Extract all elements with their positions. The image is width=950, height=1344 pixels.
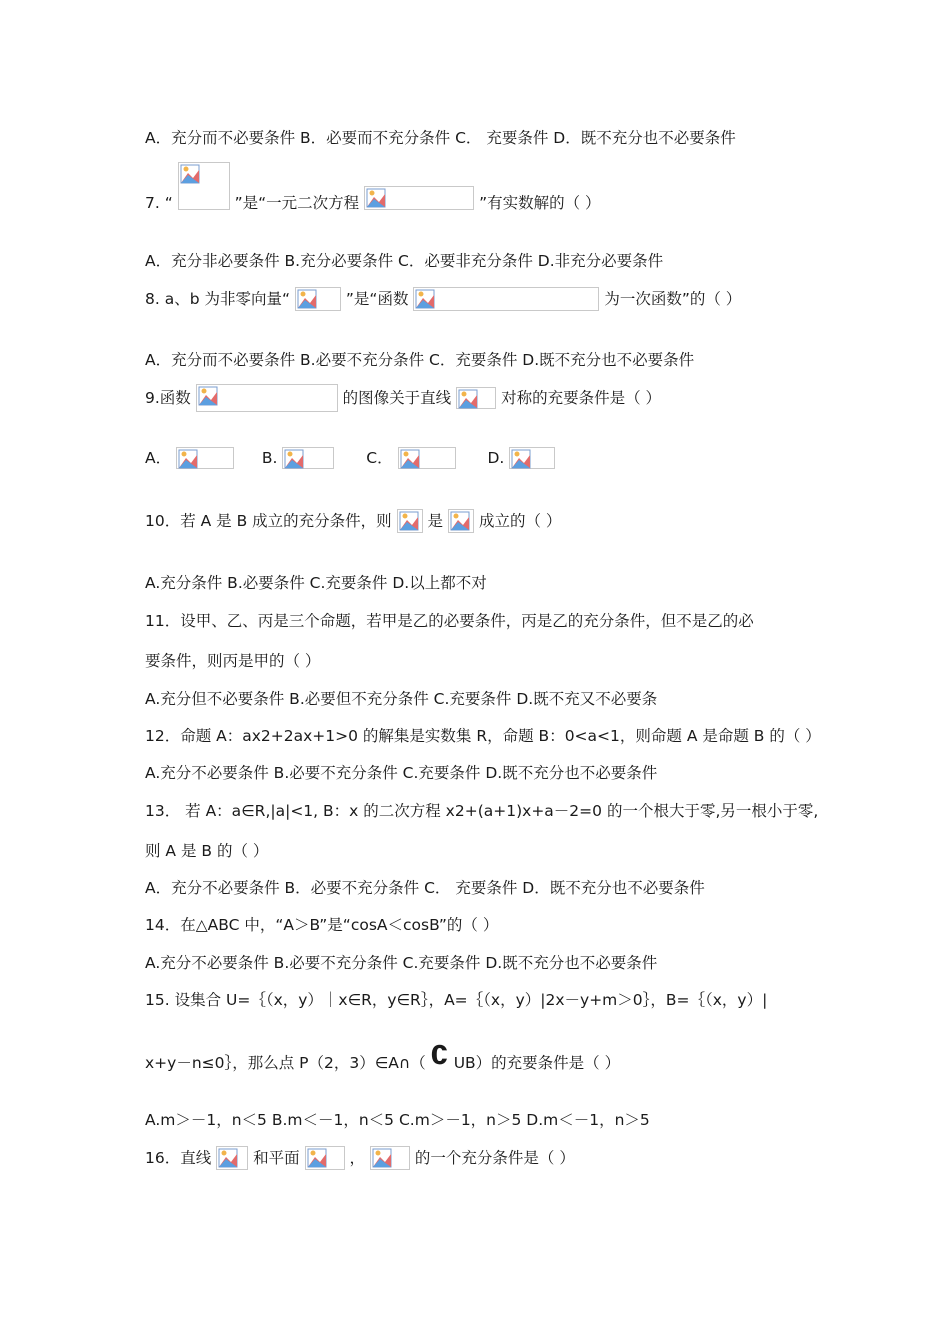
q12-line-1 [145,724,821,747]
q16-text-4: 的一个充分条件是（ ） [414,1149,575,1167]
q15-options [145,1108,650,1131]
q9-opt-a-label: A． [145,448,172,467]
q14-options [145,951,657,974]
q7-text-1: 7. “ [145,194,173,212]
q9-opt-c-label: C． [366,448,393,467]
q10-text-3: 成立的（ ） [478,512,562,530]
q13-options [145,876,705,899]
q15-options-text: A.m＞－1，n＜5 B.m＜－1，n＜5 C.m＞－1，n＞5 D.m＜－1，n＞5 [145,1110,650,1129]
broken-image-icon [176,447,234,469]
q15-text-2a: x+y－n≤0｝，那么点 P（2，3）∈A∩（ [145,1054,426,1072]
q14-text-1: 14．在△ABC 中，“A＞B”是“cosA＜cosB”的（ ） [145,915,499,934]
broken-image-icon [448,509,474,533]
q7-text-3: ”有实数解的（ ） [479,194,601,212]
q12-text-1: 12．命题 A：ax2+2ax+1>0 的解集是实数集 R，命题 B：0<a<1，则命题 A 是命题 B 的（ ） [145,726,821,745]
q6-options [145,126,736,149]
q11-line-2 [145,649,320,672]
q10-stem [145,509,561,533]
q11-text-1: 11．设甲、乙、丙是三个命题，若甲是乙的必要条件，丙是乙的充分条件，但不是乙的必 [145,611,754,630]
q9-opt-d-label: D. [487,448,505,467]
q10-text-1: 10．若 A 是 B 成立的充分条件，则 [145,512,392,530]
q8-text-1: 8. a、b 为非零向量“ [145,290,291,308]
q13-line-1 [145,799,818,822]
broken-image-icon [370,1146,410,1170]
broken-image-icon [295,287,341,311]
q7-stem [145,162,601,212]
q16-text-2: 和平面 [253,1149,300,1167]
q8-text-3: 为一次函数”的（ ） [604,290,742,308]
q15-text-1: 15. 设集合 U=｛（x，y）｜x∈R，y∈R｝，A=｛（x，y）|2x－y+m＞0｝，B=｛（x，y）| [145,990,768,1009]
q10-options [145,571,487,594]
q13-options-text: A．充分不必要条件 B．必要不充分条件 C． 充要条件 D．既不充分也不必要条件 [145,878,705,897]
broken-image-icon [282,447,334,469]
q10-text-2: 是 [427,512,444,530]
q9-text-3: 对称的充要条件是（ ） [501,389,661,407]
complement-symbol: ∁ [430,1041,449,1071]
broken-image-icon [216,1146,248,1170]
q8-options [145,348,694,371]
broken-image-icon [364,186,474,210]
q15-text-2b: UB）的充要条件是（ ） [453,1054,621,1072]
q13-line-2 [145,839,268,862]
q14-line-1 [145,913,498,936]
q7-options [145,249,663,272]
q9-opt-b-label: B. [261,448,278,467]
broken-image-icon [196,384,338,412]
q7-text-2: ”是“一元二次方程 [234,194,360,212]
q12-options-text: A.充分不必要条件 B.必要不充分条件 C.充要条件 D.既不充分也不必要条件 [145,763,658,782]
broken-image-icon [456,387,496,409]
q9-text-1: 9.函数 [145,389,191,407]
q13-text-2: 则 A 是 B 的（ ） [145,841,269,860]
q8-stem [145,287,741,311]
q11-options [145,687,657,710]
q11-line-1 [145,609,754,632]
broken-image-icon [413,287,599,311]
q15-line-2 [145,1041,621,1078]
q16-stem [145,1146,575,1170]
q12-options [145,761,657,784]
broken-image-icon [397,509,423,533]
q6-options-text: A．充分而不必要条件 B．必要而不充分条件 C． 充要条件 D．既不充分也不必要条件 [145,128,736,147]
q7-options-text: A．充分非必要条件 B.充分必要条件 C．必要非充分条件 D.非充分必要条件 [145,251,664,270]
q11-options-text: A.充分但不必要条件 B.必要但不充分条件 C.充要条件 D.既不充又不必要条 [145,689,658,708]
q10-options-text: A.充分条件 B.必要条件 C.充要条件 D.以上都不对 [145,573,487,592]
q13-text-1: 13． 若 A：a∈R,|a|<1, B：x 的二次方程 x2+(a+1)x+a－2=0 的一个根大于零,另一根小于零, [145,801,819,820]
broken-image-icon [178,162,230,210]
q14-options-text: A.充分不必要条件 B.必要不充分条件 C.充要条件 D.既不充分也不必要条件 [145,953,658,972]
q16-text-3: ， [349,1149,366,1167]
broken-image-icon [305,1146,345,1170]
q9-stem [145,384,661,412]
q8-options-text: A．充分而不必要条件 B.必要不充分条件 C．充要条件 D.既不充分也不必要条件 [145,350,695,369]
q15-line-1 [145,988,767,1011]
q8-text-2: ”是“函数 [345,290,409,308]
broken-image-icon [398,447,456,469]
q9-options [145,446,555,469]
broken-image-icon [509,447,555,469]
q9-text-2: 的图像关于直线 [342,389,452,407]
q16-text-1: 16．直线 [145,1149,212,1167]
q11-text-2: 要条件，则丙是甲的（ ） [145,651,321,670]
